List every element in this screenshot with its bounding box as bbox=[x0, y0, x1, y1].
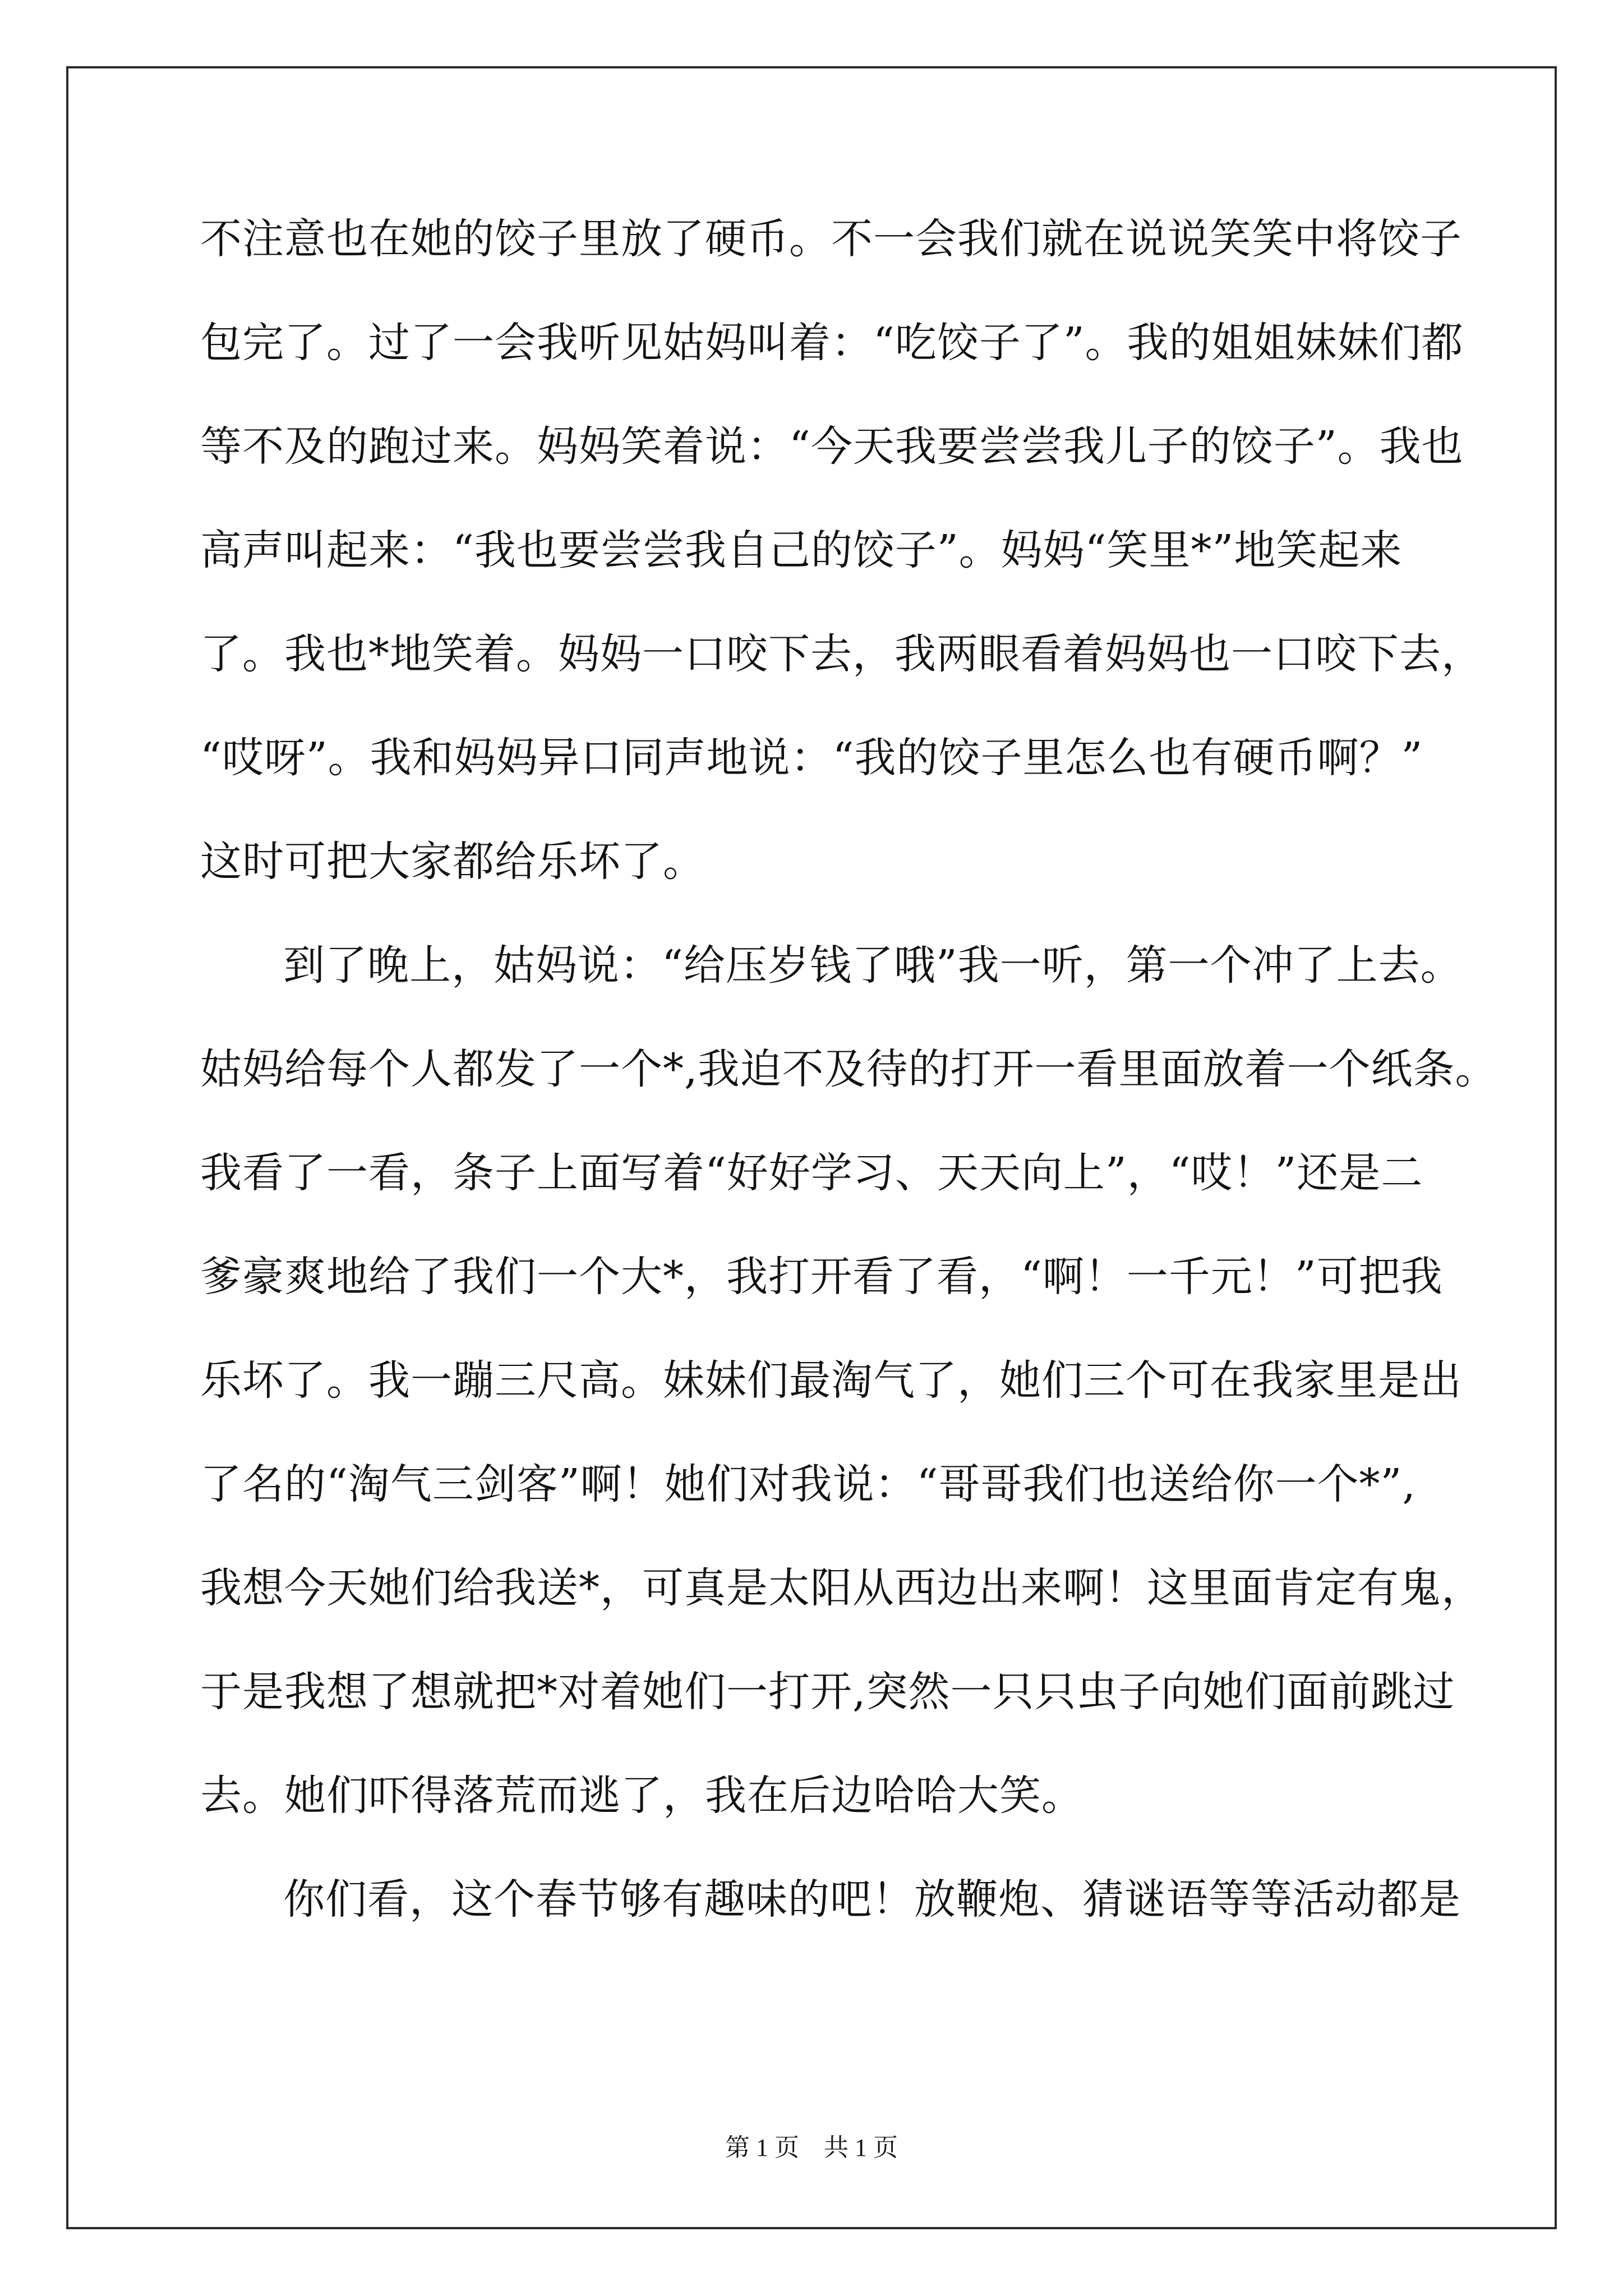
text-line: 于是我想了想就把*对着她们一打开,突然一只只虫子向她们面前跳过 bbox=[200, 1668, 1455, 1716]
text-line: 了名的“淘气三剑客”啊！她们对我说：“哥哥我们也送给你一个*”, bbox=[200, 1460, 1416, 1508]
text-line: 不注意也在她的饺子里放了硬币。不一会我们就在说说笑笑中将饺子 bbox=[200, 215, 1462, 263]
text-line: 了。我也*地笑着。妈妈一口咬下去，我两眼看着妈妈也一口咬下去， bbox=[200, 630, 1483, 678]
text-line: 我想今天她们给我送*，可真是太阳从西边出来啊！这里面肯定有鬼， bbox=[200, 1564, 1483, 1612]
page-number-footer: 第 1 页 共 1 页 bbox=[725, 2134, 898, 2161]
text-line: 包完了。过了一会我听见姑妈叫着：“吃饺子了”。我的姐姐妹妹们都 bbox=[200, 319, 1464, 367]
text-line: “哎呀”。我和妈妈异口同声地说：“我的饺子里怎么也有硬币啊？” bbox=[200, 734, 1423, 782]
text-line: 这时可把大家都给乐坏了。 bbox=[200, 838, 705, 886]
paragraph-start-line: 你们看，这个春节够有趣味的吧！放鞭炮、猜谜语等等活动都是 bbox=[283, 1875, 1461, 1924]
text-line: 等不及的跑过来。妈妈笑着说：“今天我要尝尝我儿子的饺子”。我也 bbox=[200, 422, 1464, 471]
text-line: 高声叫起来：“我也要尝尝我自己的饺子”。妈妈“笑里*”地笑起来 bbox=[200, 526, 1403, 574]
text-line: 去。她们吓得落荒而逃了，我在后边哈哈大笑。 bbox=[200, 1772, 1083, 1820]
paragraph-start-line: 到了晚上，姑妈说：“给压岁钱了哦”我一听，第一个冲了上去。 bbox=[283, 941, 1463, 990]
text-line: 姑妈给每个人都发了一个*,我迫不及待的打开一看里面放着一个纸条。 bbox=[200, 1045, 1497, 1093]
text-line: 爹豪爽地给了我们一个大*，我打开看了看，“啊！一千元！”可把我 bbox=[200, 1253, 1443, 1301]
text-line: 我看了一看，条子上面写着“好好学习、天天向上”，“哎！”还是二 bbox=[200, 1149, 1423, 1197]
document-body bbox=[200, 215, 1497, 1981]
text-line: 乐坏了。我一蹦三尺高。妹妹们最淘气了，她们三个可在我家里是出 bbox=[200, 1356, 1462, 1405]
